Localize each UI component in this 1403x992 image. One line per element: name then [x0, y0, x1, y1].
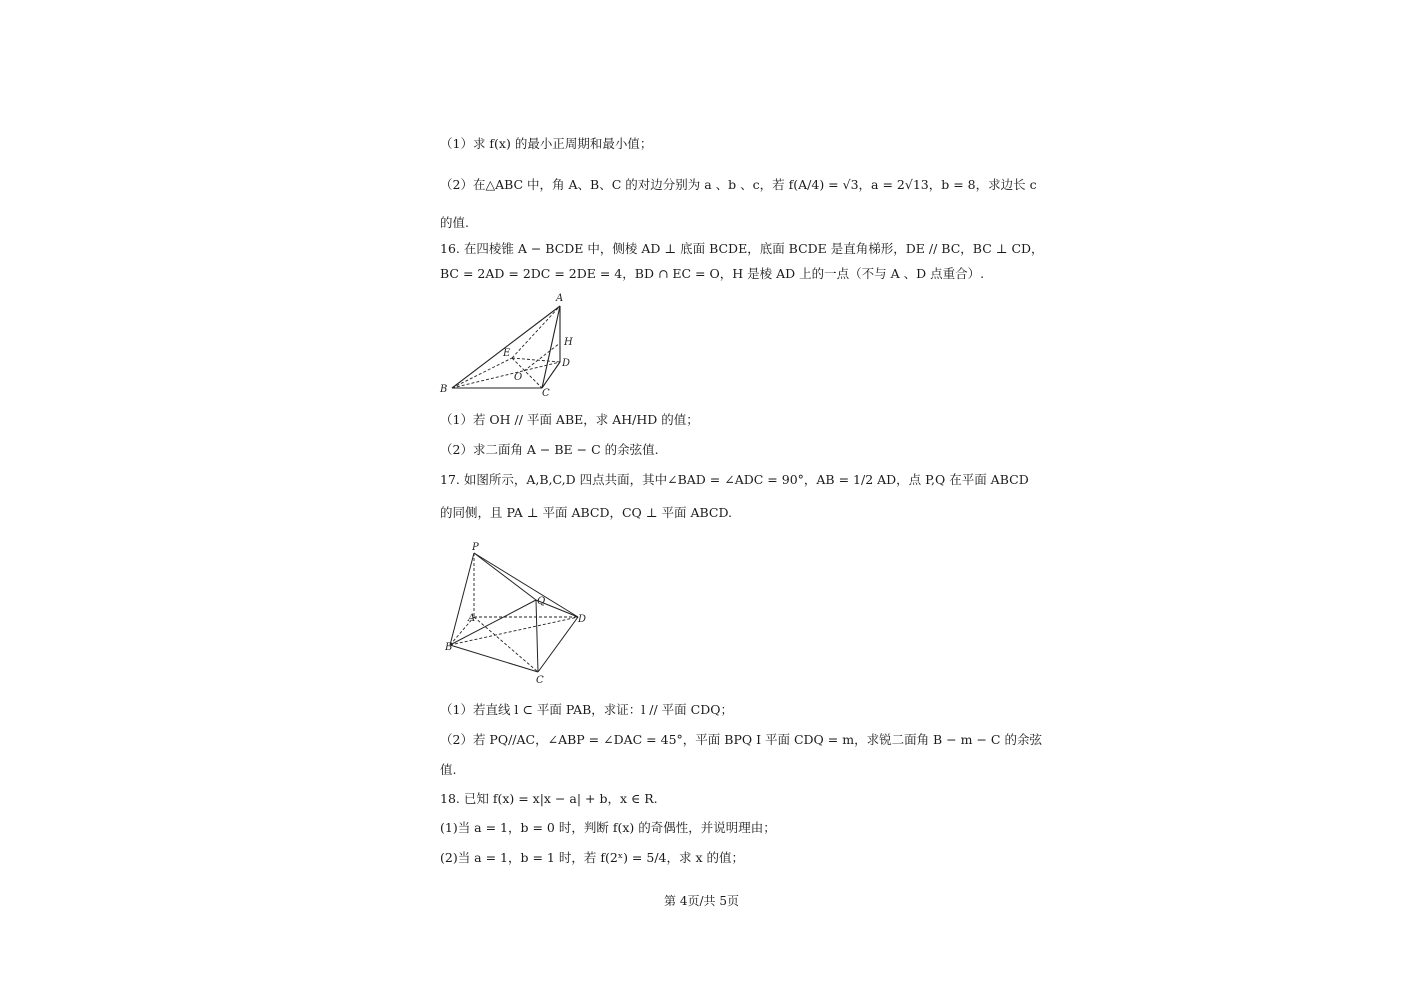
q16-part2: （2）求二面角 A − BE − C 的余弦值. [440, 442, 659, 457]
label-C: C [542, 388, 550, 399]
page-footer: 第 4页/共 5页 [664, 894, 739, 908]
q16-stem-cont: BC = 2AD = 2DC = 2DE = 4，BD ∩ EC = O，H 是棱 AD 上的一点（不与 A 、D 点重合）. [440, 266, 985, 281]
q16-stem: 16. 在四棱锥 A − BCDE 中，侧棱 AD ⊥ 底面 BCDE，底面 BCDE 是直角梯形，DE // BC，BC ⊥ CD， [440, 241, 1044, 256]
q15-part1: （1）求 f(x) 的最小正周期和最小值； [440, 136, 653, 151]
q18-part1: (1)当 a = 1，b = 0 时，判断 f(x) 的奇偶性，并说明理由； [440, 820, 776, 835]
label-B: B [440, 384, 448, 395]
q18-part2: (2)当 a = 1，b = 1 时，若 f(2ˣ) = 5/4，求 x 的值； [440, 850, 744, 865]
q16-pyramid-figure [436, 288, 586, 400]
label-Q: Q [537, 596, 546, 607]
label-A2: A [468, 613, 476, 624]
q17-figure [436, 540, 596, 688]
label-H: H [564, 337, 573, 348]
q17-stem-cont: 的同侧，且 PA ⊥ 平面 ABCD，CQ ⊥ 平面 ABCD. [440, 505, 733, 520]
label-A: A [556, 293, 564, 304]
label-C2: C [536, 675, 544, 686]
label-B2: B [445, 642, 453, 653]
q17-stem: 17. 如图所示，A,B,C,D 四点共面，其中∠BAD = ∠ADC = 90°，AB = 1/2 AD，点 P,Q 在平面 ABCD [440, 472, 1029, 487]
q15-part2: （2）在△ABC 中，角 A、B、C 的对边分别为 a 、b 、c，若 f(A/4) = √3，a = 2√13，b = 8，求边长 c [440, 177, 1037, 192]
label-D: D [562, 358, 571, 369]
label-O: O [514, 372, 523, 383]
label-P: P [472, 542, 479, 553]
label-E: E [503, 348, 511, 359]
label-D2: D [578, 614, 587, 625]
q17-part2-cont: 值. [440, 762, 457, 777]
q16-part1: （1）若 OH // 平面 ABE，求 AH/HD 的值； [440, 412, 699, 427]
q17-part1: （1）若直线 l ⊂ 平面 PAB，求证：l // 平面 CDQ； [440, 702, 733, 717]
q17-part2: （2）若 PQ//AC，∠ABP = ∠DAC = 45°，平面 BPQ I 平面 CDQ = m，求锐二面角 B − m − C 的余弦 [440, 732, 1042, 747]
q18-stem: 18. 已知 f(x) = x|x − a| + b，x ∈ R. [440, 791, 658, 806]
q15-part2-cont: 的值. [440, 215, 469, 230]
